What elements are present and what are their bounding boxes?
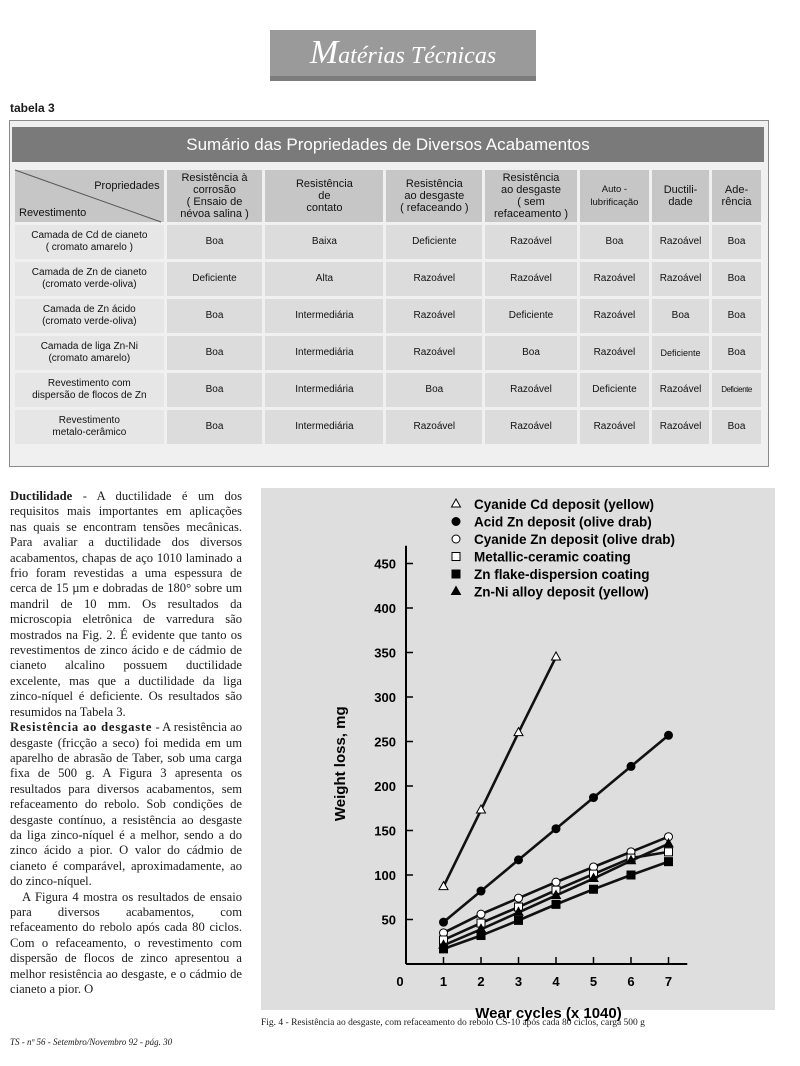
data-point [477, 887, 485, 895]
article-body [10, 489, 242, 997]
table-cell: Intermediária [265, 299, 383, 333]
table-column-header [712, 170, 761, 222]
data-point [664, 839, 673, 847]
series-line [444, 657, 557, 887]
table-cell: Razoável [386, 299, 482, 333]
table-cell: Deficiente [712, 373, 761, 407]
paragraph-text: A Figura 4 mostra os resultados de ensaio para diversos acabamentos, com refaceamento do rebolo após cada 80 ciclos. Com o refaceamento, o revestimento com dispersão de flocos de zinco apresentou a melhor resistência ao desgaste, e o cádmio de cianeto a pior. O [10, 889, 242, 996]
table-cell: Razoável [652, 262, 709, 296]
paragraph-heading: Resistência ao desgaste [10, 720, 153, 735]
paragraph-heading: Ductilidade [10, 489, 73, 503]
table-cell: Razoável [580, 336, 649, 370]
x-tick-label: 3 [514, 974, 523, 989]
paragraph-wear-resistance [10, 720, 242, 889]
table-row [15, 225, 761, 259]
table-label: tabela 3 [10, 101, 55, 115]
table-cell: Boa [485, 336, 577, 370]
section-title-cap: M [309, 34, 339, 71]
table-cell: Deficiente [580, 373, 649, 407]
column-header-line: corrosão [193, 184, 236, 196]
row-coating-name [15, 299, 164, 333]
table-row [15, 262, 761, 296]
data-point [552, 878, 560, 886]
table-cell: Razoável [485, 410, 577, 444]
table-cell: Boa [580, 225, 649, 259]
column-header-line: refaceamento ) [494, 208, 568, 220]
data-point [515, 916, 523, 924]
column-header-line: Resistência à [181, 172, 248, 184]
data-point [590, 885, 598, 893]
table-column-header [485, 170, 577, 222]
table-cell: Deficiente [652, 336, 709, 370]
data-point [627, 871, 635, 879]
table-cell: Razoável [580, 262, 649, 296]
x-tick-label: 6 [627, 974, 635, 989]
table-cell: Razoável [652, 373, 709, 407]
column-header-line: Auto - [601, 184, 628, 195]
column-header-line: ( Ensaio de [186, 196, 243, 208]
table-cell: Alta [265, 262, 383, 296]
legend-marker [452, 499, 461, 507]
data-point [552, 652, 561, 660]
x-tick-label: 2 [477, 974, 485, 989]
table-cell: Razoável [652, 410, 709, 444]
table-cell: Deficiente [386, 225, 482, 259]
table-row [15, 299, 761, 333]
table-cell: Boa [167, 225, 263, 259]
legend-marker [452, 518, 460, 526]
table-body [15, 225, 761, 444]
section-title-rest: atérias Técnicas [338, 43, 497, 69]
legend-marker [452, 553, 460, 561]
column-header-line: de [318, 190, 331, 202]
y-tick-label: 450 [374, 556, 396, 572]
table-cell: Razoável [652, 225, 709, 259]
table-row [15, 336, 761, 370]
y-tick-label: 350 [374, 645, 396, 661]
row-name-line: Camada de Cd de cianeto [31, 230, 148, 241]
column-header-line: contato [306, 202, 343, 214]
table-column-header [167, 170, 263, 222]
y-tick-label: 100 [374, 868, 396, 883]
row-name-line: dispersão de flocos de Zn [32, 390, 147, 401]
column-header-line: ( sem [517, 196, 545, 208]
table-cell: Boa [712, 262, 761, 296]
data-point [665, 858, 673, 866]
table-cell: Razoável [485, 225, 577, 259]
row-name-line: Camada de Zn de cianeto [31, 267, 147, 278]
y-tick-label: 200 [374, 779, 396, 794]
properties-table [12, 167, 764, 447]
column-header-line: Resistência [295, 178, 353, 190]
paragraph-text: - A ductilidade é um dos requisitos mais importantes em aplicações nas quais se encontram tensões mecânicas. Para avaliar a ductilidade dos diversos acabamentos, chapas de aço 1010 laminado a frio foram revestidas a uma espessura de cerca de 15 µm e dobradas de 180° sobre um mandril de 10 mm. Os resultados da microscopia eletrônica de varredura são mostrados na Fig. 2. É evidente que tanto os revestimentos de zinco ácido e de cádmio de cianeto alcalino possuem ductilidade excelente, mas que a ductilidade da liga zinco-níquel é deficiente. Os resultados são resumidos na Tabela 3. [10, 489, 242, 719]
column-header-line: Ductili- [663, 184, 698, 196]
y-tick-label: 250 [374, 734, 396, 750]
table-title: Sumário das Propriedades de Diversos Acabamentos [12, 127, 764, 162]
figure-panel [261, 488, 775, 1022]
table-row [15, 410, 761, 444]
row-coating-name [15, 262, 164, 296]
column-header-line: Ade- [724, 184, 749, 196]
legend-label: Acid Zn deposit (olive drab) [474, 514, 652, 530]
row-name-line: (cromato verde-oliva) [42, 279, 137, 290]
table-column-header [652, 170, 709, 222]
y-tick-label: 50 [381, 912, 396, 928]
table-cell: Boa [712, 225, 761, 259]
row-name-line: Camada de liga Zn-Ni [40, 341, 138, 352]
x-tick-label: 4 [552, 974, 560, 989]
figure-caption: Fig. 4 - Resistência ao desgaste, com refaceamento do rebolo CS-10 após cada 80 ciclos, carga 500 g [261, 1018, 645, 1028]
wear-chart [261, 488, 775, 1022]
data-point [627, 762, 635, 770]
table-cell: Boa [386, 373, 482, 407]
data-point [590, 794, 598, 802]
data-point [552, 825, 560, 833]
x-tick-label: 5 [589, 974, 598, 989]
data-point [515, 856, 523, 864]
row-name-line: (cromato verde-oliva) [42, 316, 137, 327]
legend-label: Cyanide Cd deposit (yellow) [474, 497, 655, 512]
row-name-line: ( cromato amarelo ) [45, 242, 133, 253]
header-strip [270, 76, 536, 81]
data-point [515, 894, 523, 902]
table-cell: Razoável [485, 262, 577, 296]
data-point [440, 918, 448, 926]
corner-label-coating: Revestimento [19, 207, 87, 219]
row-name-line: (cromato amarelo) [48, 353, 131, 364]
table-cell: Boa [712, 410, 761, 444]
table-cell: Deficiente [485, 299, 577, 333]
row-coating-name [15, 336, 164, 370]
x-tick-label: 7 [664, 974, 673, 989]
row-name-line: metalo-cerâmico [52, 427, 127, 438]
table-cell: Boa [167, 410, 263, 444]
section-title [270, 30, 536, 76]
row-coating-name [15, 373, 164, 407]
table-header-row [15, 170, 761, 222]
table-cell: Razoável [386, 410, 482, 444]
x-axis-label: Wear cycles (x 1040) [475, 1005, 622, 1022]
x-tick-label: 0 [396, 974, 404, 989]
column-header-line: névoa salina ) [180, 208, 249, 220]
table-cell: Deficiente [167, 262, 263, 296]
paragraph-figure4 [10, 890, 242, 998]
table-corner-header [15, 170, 164, 222]
y-tick-label: 150 [374, 823, 396, 839]
table-cell: Razoável [580, 299, 649, 333]
table-column-header [265, 170, 383, 222]
table-cell: Boa [167, 299, 263, 333]
paragraph-text: - A resistência ao desgaste (fricção a seco) foi medida em um aparelho de abrasão de Taber, sob uma carga fixa de 500 g. A Figura 3 apresenta os resultados para diversos acabamentos, sem refaceamento do rebolo. Sob condições de desgaste contínuo, a resistência ao desgaste da liga zinco-níquel é a melhor, sendo a do zinco ácido a pior. O valor do cádmio de cianeto é comparável, aproximadamente, ao do zinco-níquel. [10, 720, 242, 889]
x-tick-label: 1 [439, 974, 448, 989]
table-cell: Baixa [265, 225, 383, 259]
table-row [15, 373, 761, 407]
column-header-line: lubrificação [590, 197, 639, 208]
table-column-header [386, 170, 482, 222]
row-name-line: Camada de Zn ácido [42, 304, 136, 315]
table-cell: Razoável [485, 373, 577, 407]
data-point [477, 910, 485, 918]
table-cell: Intermediária [265, 336, 383, 370]
page-footer: TS - nº 56 - Setembro/Novembro 92 - pág. 30 [10, 1037, 173, 1047]
legend-label: Zn flake-dispersion coating [474, 567, 650, 582]
data-point [665, 848, 673, 856]
table-cell: Boa [712, 299, 761, 333]
table-cell: Boa [167, 373, 263, 407]
legend-marker [452, 535, 460, 543]
legend-label: Metallic-ceramic coating [474, 549, 631, 565]
table-cell: Razoável [386, 336, 482, 370]
column-header-line: Resistência [502, 172, 560, 184]
legend-label: Cyanide Zn deposit (olive drab) [474, 532, 676, 547]
row-coating-name [15, 410, 164, 444]
table-cell: Razoável [580, 410, 649, 444]
corner-label-properties: Propriedades [94, 180, 160, 192]
row-name-line: Revestimento com [47, 378, 131, 389]
legend-label: Zn-Ni alloy deposit (yellow) [474, 584, 649, 600]
data-point [552, 900, 560, 908]
row-name-line: Revestimento [58, 415, 120, 426]
row-coating-name [15, 225, 164, 259]
paragraph-ductility [10, 489, 242, 720]
column-header-line: ao desgaste [501, 184, 561, 196]
column-header-line: Resistência [405, 178, 463, 190]
column-header-line: ( refaceando ) [400, 202, 469, 214]
table-column-header [580, 170, 649, 222]
table-cell: Intermediária [265, 410, 383, 444]
table-cell: Boa [652, 299, 709, 333]
y-tick-label: 400 [374, 601, 396, 616]
y-axis-label: Weight loss, mg [332, 706, 349, 822]
y-tick-label: 300 [374, 690, 396, 705]
legend-marker [452, 587, 461, 595]
table-cell: Boa [167, 336, 263, 370]
table-cell: Razoável [386, 262, 482, 296]
column-header-line: rência [721, 196, 752, 208]
column-header-line: ao desgaste [404, 190, 465, 202]
table-cell: Boa [712, 336, 761, 370]
legend-marker [452, 570, 460, 578]
data-point [665, 731, 673, 739]
column-header-line: dade [668, 196, 693, 208]
table-cell: Intermediária [265, 373, 383, 407]
